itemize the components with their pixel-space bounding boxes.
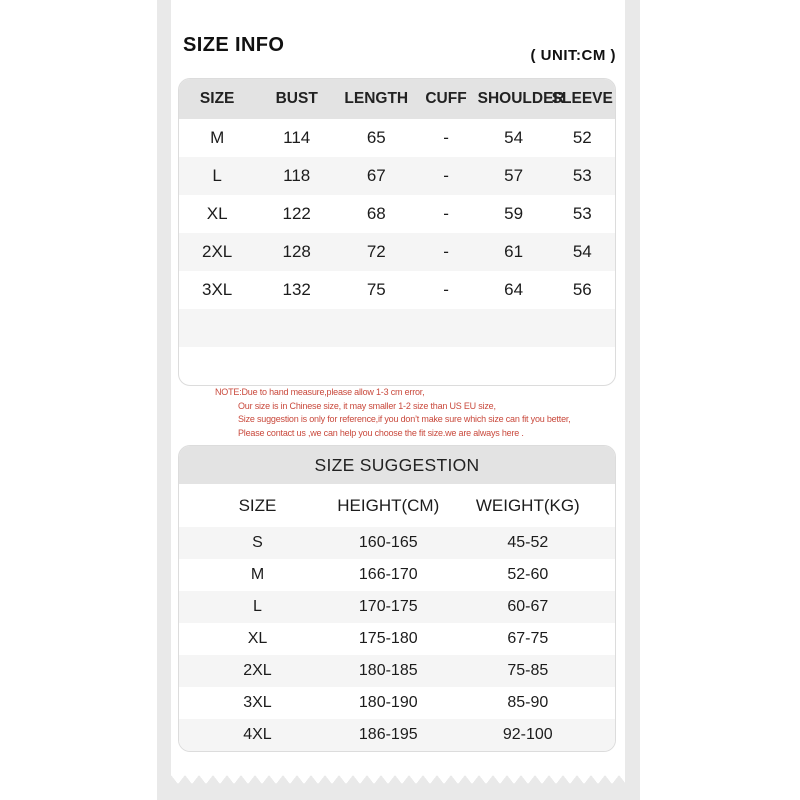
table-cell: 85-90	[507, 694, 549, 711]
table-cell	[179, 309, 255, 347]
column-header: SLEEVE	[551, 90, 613, 107]
table-cell: 57	[504, 166, 524, 185]
size-info-header-row	[179, 79, 615, 119]
table-row	[179, 559, 615, 591]
column-header: HEIGHT(CM)	[337, 495, 440, 515]
note-text	[171, 386, 625, 440]
paper-sheet	[171, 0, 625, 775]
table-cell: 3XL	[202, 280, 233, 299]
table-cell: -	[443, 242, 449, 261]
table-row	[179, 655, 615, 687]
table-cell	[338, 347, 414, 385]
table-cell: 2XL	[243, 662, 272, 679]
table-cell: L	[253, 598, 262, 615]
table-cell: -	[443, 280, 449, 299]
table-cell: 68	[366, 204, 386, 223]
table-row	[179, 687, 615, 719]
table-cell: 64	[504, 280, 524, 299]
table-row	[179, 591, 615, 623]
size-info-table	[179, 79, 615, 385]
table-cell: 2XL	[202, 242, 233, 261]
table-row	[179, 527, 615, 559]
table-cell: 180-190	[358, 694, 418, 711]
table-cell: 67	[366, 166, 386, 185]
table-cell: 54	[572, 242, 592, 261]
table-row	[179, 719, 615, 751]
table-row	[179, 157, 615, 195]
table-cell: 54	[504, 128, 524, 147]
column-header: CUFF	[425, 90, 467, 107]
table-cell: 3XL	[243, 694, 272, 711]
table-row	[179, 119, 615, 157]
table-cell	[338, 309, 414, 347]
table-cell: M	[210, 128, 225, 147]
table-cell: 45-52	[507, 534, 549, 551]
table-cell: -	[443, 166, 449, 185]
table-cell	[550, 309, 615, 347]
note-line: Size suggestion is only for reference,if you don’t make sure which size can fit you better,	[238, 414, 571, 424]
size-suggestion-table-card	[178, 445, 616, 752]
note-line: NOTE:Due to hand measure,please allow 1-3 cm error,	[215, 387, 425, 397]
table-cell	[550, 347, 615, 385]
table-cell: 132	[282, 280, 311, 299]
table-cell	[414, 347, 477, 385]
table-cell: -	[443, 204, 449, 223]
table-cell: 67-75	[507, 630, 549, 647]
table-cell: 4XL	[243, 726, 272, 743]
size-suggestion-title: SIZE SUGGESTION	[179, 446, 615, 484]
table-cell	[255, 347, 338, 385]
table-cell	[478, 309, 550, 347]
table-cell: 56	[572, 280, 592, 299]
table-cell: 160-165	[358, 534, 418, 551]
page-title: SIZE INFO	[183, 34, 285, 56]
table-cell: S	[252, 534, 263, 551]
table-cell	[414, 309, 477, 347]
table-cell: 75-85	[507, 662, 549, 679]
table-cell: 92-100	[502, 726, 553, 743]
table-cell: 72	[366, 242, 386, 261]
table-cell	[255, 309, 338, 347]
size-info-table-body	[179, 119, 615, 385]
table-cell: M	[250, 566, 265, 583]
table-cell: 52	[572, 128, 592, 147]
table-cell: 175-180	[358, 630, 418, 647]
table-cell: 166-170	[358, 566, 418, 583]
table-row	[179, 309, 615, 347]
table-cell: 61	[504, 242, 524, 261]
table-row	[179, 195, 615, 233]
table-cell: 52-60	[507, 566, 549, 583]
torn-paper-edge	[171, 775, 625, 784]
table-cell	[179, 347, 255, 385]
table-cell: 59	[504, 204, 524, 223]
table-cell: -	[443, 128, 449, 147]
table-cell: 118	[283, 166, 311, 185]
table-row	[179, 233, 615, 271]
size-suggestion-table-body	[179, 527, 615, 751]
table-row	[179, 623, 615, 655]
table-cell	[478, 347, 550, 385]
size-suggestion-header-row	[179, 484, 615, 527]
table-cell: 53	[572, 166, 592, 185]
unit-label: ( UNIT:CM )	[530, 47, 616, 64]
column-header: SIZE	[199, 90, 235, 107]
table-cell: XL	[206, 204, 228, 223]
table-cell: 60-67	[507, 598, 549, 615]
table-cell: 186-195	[358, 726, 418, 743]
size-info-table-card	[178, 78, 616, 386]
column-header: WEIGHT(KG)	[475, 495, 580, 515]
table-cell: 75	[366, 280, 386, 299]
table-cell: 180-185	[358, 662, 418, 679]
size-suggestion-table	[179, 484, 615, 751]
table-cell: 114	[283, 128, 311, 147]
column-header: BUST	[275, 90, 318, 107]
column-header: LENGTH	[344, 90, 409, 107]
note-line: Our size is in Chinese size, it may smaller 1-2 size than US EU size,	[238, 400, 496, 411]
table-cell: 122	[282, 204, 311, 223]
table-cell: 170-175	[358, 598, 418, 615]
table-cell: 128	[282, 242, 311, 261]
table-cell: 65	[366, 128, 386, 147]
table-cell: 53	[572, 204, 592, 223]
column-header: SHOULDER	[477, 90, 565, 107]
note-line: Please contact us ,we can help you choose the fit size.we are always here .	[238, 427, 524, 438]
column-header: SIZE	[238, 495, 277, 515]
table-row	[179, 271, 615, 309]
table-cell: XL	[247, 630, 268, 647]
table-row	[179, 347, 615, 385]
table-cell: L	[212, 166, 222, 185]
